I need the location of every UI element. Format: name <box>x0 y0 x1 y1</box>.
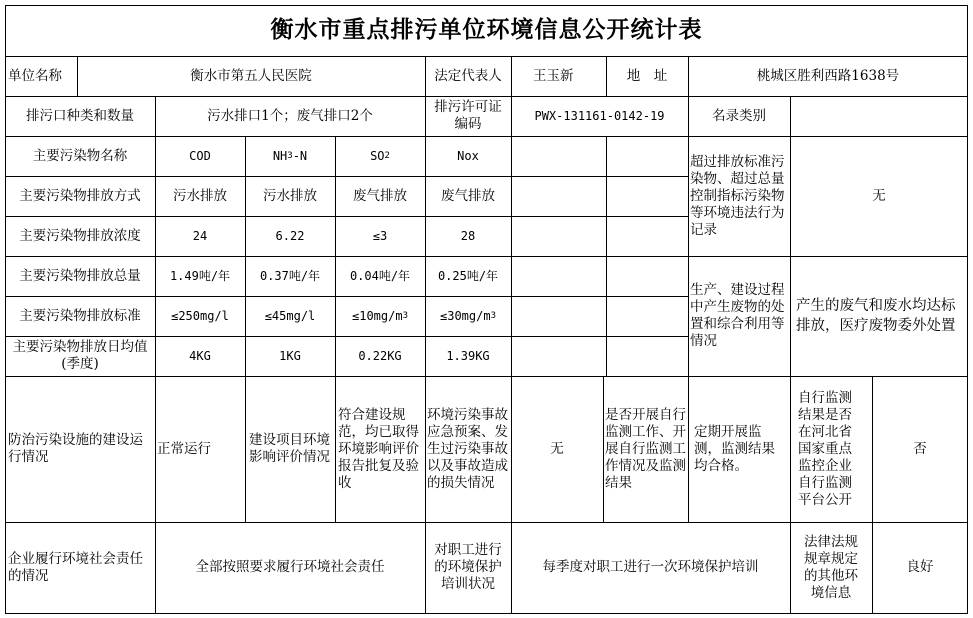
pollutant-conc-label: 主要污染物排放浓度 <box>19 227 141 244</box>
pollutant-total: 0.04吨/年 <box>349 268 411 283</box>
pollutant-method: 污水排放 <box>263 187 317 204</box>
pollutant-daily: 1.39KG <box>446 348 490 363</box>
pollutant-conc: 28 <box>460 228 476 243</box>
legal-rep-value: 王玉新 <box>533 67 574 84</box>
pollutant-total-label: 主要污染物排放总量 <box>19 267 141 284</box>
other-label: 法律法规规章规定的其他环境信息 <box>804 533 858 601</box>
waste-label: 生产、建设过程中产生废物的处置和综合利用等情况 <box>690 282 785 349</box>
pollutant-standard: ≤10mg/m 3 <box>352 308 408 323</box>
eia-value: 符合建设规范，均已取得环境影响评价报告批复及验收 <box>338 406 419 491</box>
pollutant-standard: ≤45mg/l <box>264 308 316 323</box>
directory-value <box>790 96 968 136</box>
platform-label: 自行监测结果是否在河北省国家重点监控企业自行监测平台公开 <box>798 389 852 508</box>
training-value: 每季度对职工进行一次环境保护培训 <box>542 559 759 575</box>
pollutant-conc: ≤3 <box>372 228 388 243</box>
emergency-value: 无 <box>550 440 564 457</box>
pollutant-method: 污水排放 <box>173 187 227 204</box>
pollutant-total: 0.37吨/年 <box>259 268 321 283</box>
address-label: 地 址 <box>626 67 668 84</box>
pollutant-name: COD <box>189 148 211 163</box>
pollutant-daily-label: 主要污染物排放日均值(季度) <box>12 339 148 372</box>
violations-label: 超过排放标准污染物、超过总量控制指标污染物等环境违法行为记录 <box>690 153 785 238</box>
pollutant-name: SO 2 <box>370 148 390 163</box>
monitoring-value: 定期开展监测，监测结果均合格。 <box>694 423 775 474</box>
pollutant-method-label: 主要污染物排放方式 <box>19 187 141 204</box>
pollutant-name: Nox <box>457 148 479 163</box>
unit-name-value: 衡水市第五人民医院 <box>190 67 312 84</box>
legal-rep-label: 法定代表人 <box>434 67 502 84</box>
emergency-label: 环境污染事故应急预案、发生过污染事故以及事故造成的损失情况 <box>427 406 508 491</box>
address-value: 桃城区胜利西路1638号 <box>756 67 900 84</box>
pollutant-method: 废气排放 <box>441 187 495 204</box>
pollutant-conc: 6.22 <box>275 228 305 243</box>
permit-value: PWX-131161-0142-19 <box>534 108 665 123</box>
outlets-label: 排污口种类和数量 <box>26 107 134 124</box>
responsibility-value: 全部按照要求履行环境社会责任 <box>195 559 385 575</box>
pollutant-total: 1.49吨/年 <box>169 268 231 283</box>
pollutant-method: 废气排放 <box>353 187 407 204</box>
outlets-value: 污水排口1个；废气排口2个 <box>207 107 373 124</box>
pollutant-conc: 24 <box>192 228 208 243</box>
pollutant-daily: 1KG <box>279 348 301 363</box>
other-value: 良好 <box>906 559 934 575</box>
permit-label: 排污许可证编码 <box>434 99 502 132</box>
pollutant-daily: 4KG <box>189 348 211 363</box>
pollutant-standard: ≤30mg/m 3 <box>440 308 496 323</box>
platform-value: 否 <box>913 440 927 457</box>
directory-label: 名录类别 <box>712 107 766 124</box>
training-label: 对职工进行的环境保护培训状况 <box>434 542 502 592</box>
pollutant-daily: 0.22KG <box>358 348 402 363</box>
page-title: 衡水市重点排污单位环境信息公开统计表 <box>270 17 703 43</box>
pollutant-standard-label: 主要污染物排放标准 <box>19 307 141 324</box>
waste-value: 产生的废气和废水均达标排放，医疗废物委外处置 <box>796 298 956 334</box>
unit-name-label: 单位名称 <box>8 67 62 84</box>
facilities-value: 正常运行 <box>157 440 211 457</box>
violations-value: 无 <box>872 187 886 204</box>
eia-label: 建设项目环境影响评价情况 <box>249 432 330 465</box>
responsibility-label: 企业履行环境社会责任的情况 <box>8 550 143 584</box>
monitoring-label: 是否开展自行监测工作、开展自行监测工作情况及监测结果 <box>605 406 686 491</box>
pollutant-total: 0.25吨/年 <box>437 268 499 283</box>
pollutant-name: NH 3 -N <box>272 148 308 163</box>
pollutant-standard: ≤250mg/l <box>171 308 229 323</box>
pollutant-name-label: 主要污染物名称 <box>32 147 128 164</box>
facilities-label: 防治污染设施的建设运行情况 <box>8 432 143 465</box>
